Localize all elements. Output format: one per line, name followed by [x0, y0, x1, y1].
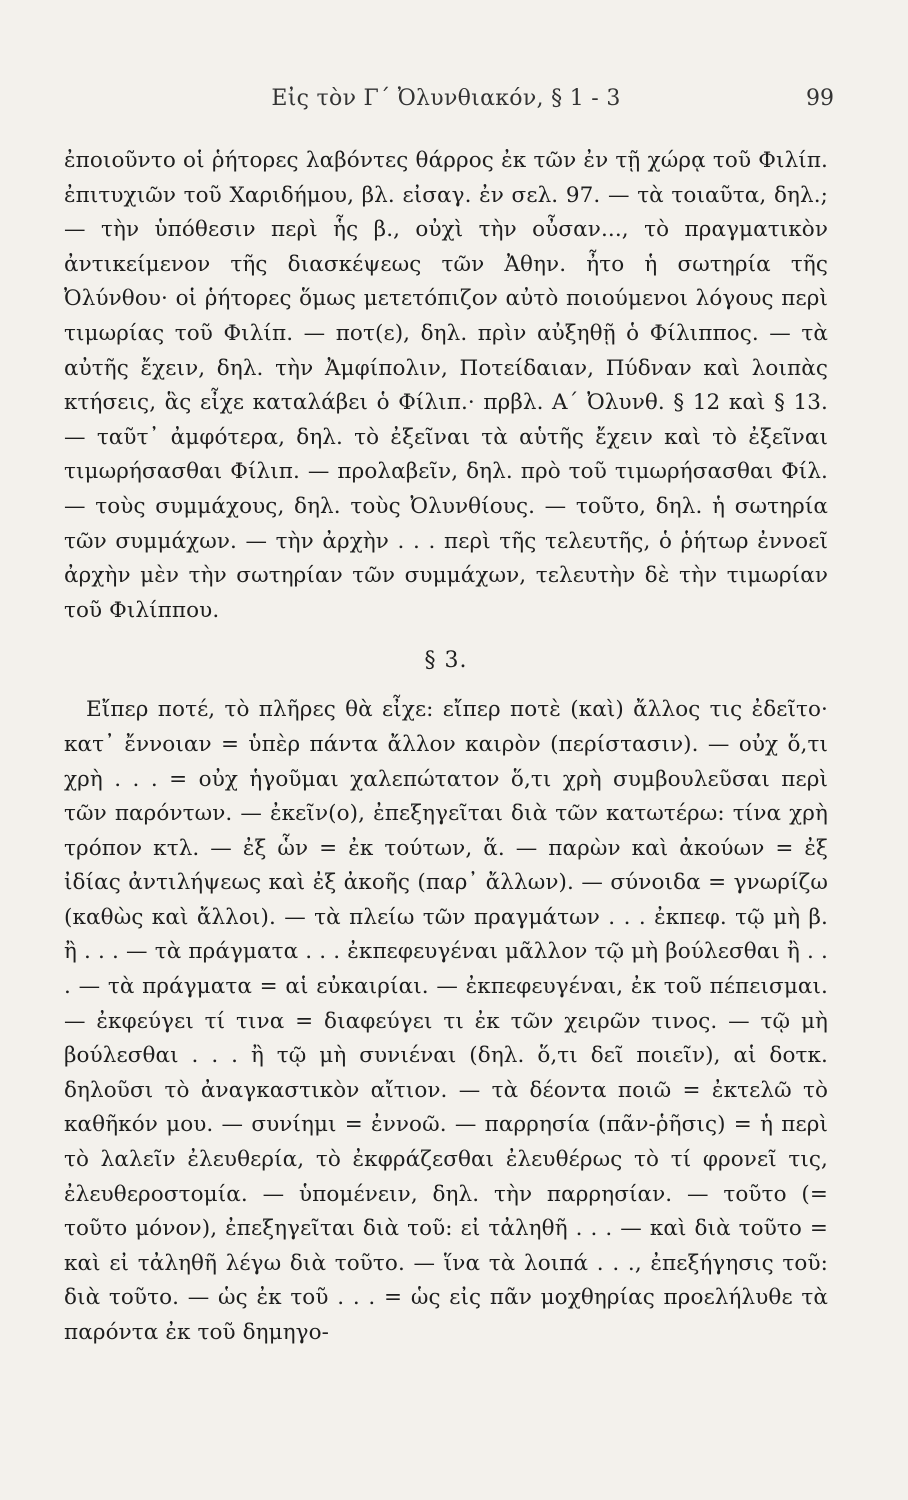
commentary-paragraph: ἐποιοῦντο οἱ ῥήτορες λαβόντες θάρρος ἐκ τῶν ἐν τῇ χώρᾳ τοῦ Φιλίπ. ἐπιτυχιῶν τοῦ Χαριδήμου, βλ. εἰσαγ. ἐν σελ. 97. — τὰ τοιαῦτα, δηλ.; — τὴν ὑπόθεσιν περὶ ἧς β., οὐχὶ τὴν οὖσαν..., τὸ πραγματικὸν ἀντικείμενον τῆς διασκέψεως τῶν Ἀθην. ἦτο ἡ σωτηρία τῆς Ὀλύνθου· οἱ ῥήτορες ὅμως μετετόπιζον αὐτὸ ποιούμενοι λόγους περὶ τιμωρίας τοῦ Φιλίπ. — ποτ(ε), δηλ. πρὶν αὐξηθῇ ὁ Φίλιππος. — τὰ αὐτῆς ἔχειν, δηλ. τὴν Ἀμφίπολιν, Ποτείδαιαν, Πύδναν καὶ λοιπὰς κτήσεις, ἃς εἶχε καταλάβει ὁ Φίλιπ.· πρβλ. Α΄ Ὀλυνθ. § 12 καὶ § 13. — ταῦτ᾽ ἀμφότερα, δηλ. τὸ ἐξεῖναι τὰ αὑτῆς ἔχειν καὶ τὸ ἐξεῖναι τιμωρήσασθαι Φίλιπ. — προλαβεῖν, δηλ. πρὸ τοῦ τιμωρήσασθαι Φίλ. — τοὺς συμμάχους, δηλ. τοὺς Ὀλυνθίους. — τοῦτο, δηλ. ἡ σωτηρία τῶν συμμάχων. — τὴν ἀρχὴν . . . περὶ τῆς τελευτῆς, ὁ ῥήτωρ ἐννοεῖ ἀρχὴν μὲν τὴν σωτηρίαν τῶν συμμάχων, τελευτὴν δὲ τὴν τιμωρίαν τοῦ Φιλίππου. — [64, 148, 828, 623]
section-heading: § 3. — [424, 648, 468, 674]
page-header — [64, 86, 834, 126]
section-3-commentary: Εἴπερ ποτέ, τὸ πλῆρες θὰ εἶχε: εἴπερ ποτὲ (καὶ) ἄλλος τις ἐδεῖτο· κατ᾽ ἔννοιαν = ὑπὲρ πάντα ἄλλον καιρὸν (περίστασιν). — οὐχ ὅ,τι χρὴ . . . = οὐχ ἡγοῦμαι χαλεπώτατον ὅ,τι χρὴ συμβουλεῦσαι περὶ τῶν παρόντων. — ἐκεῖν(ο), ἐπεξηγεῖται διὰ τῶν κατωτέρω: τίνα χρὴ τρόπον κτλ. — ἐξ ὧν = ἐκ τούτων, ἅ. — παρὼν καὶ ἀκούων = ἐξ ἰδίας ἀντιλήψεως καὶ ἐξ ἀκοῆς (παρ᾽ ἄλλων). — σύνοιδα = γνωρίζω (καθὼς καὶ ἄλλοι). — τὰ πλείω τῶν πραγμάτων . . . ἐκπεφ. τῷ μὴ β. ἢ . . . — τὰ πράγματα . . . ἐκπεφευγέναι μᾶλλον τῷ μὴ βούλεσθαι ἢ . . . — τὰ πράγματα = αἱ εὐκαιρίαι. — ἐκπεφευγέναι, ἐκ τοῦ πέπεισμαι. — ἐκφεύγει τί τινα = διαφεύγει τι ἐκ τῶν χειρῶν τινος. — τῷ μὴ βούλεσθαι . . . ἢ τῷ μὴ συνιέναι (δηλ. ὅ,τι δεῖ ποιεῖν), αἱ δοτκ. δηλοῦσι τὸ ἀναγκαστικὸν αἴτιον. — τὰ δέοντα ποιῶ = ἐκτελῶ τὸ καθῆκόν μου. — συνίημι = ἐννοῶ. — παρρησία (πᾶν-ῥῆσις) = ἡ περὶ τὸ λαλεῖν ἐλευθερία, τὸ ἐκφράζεσθαι ἐλευθέρως τὸ τί φρονεῖ τις, ἐλευθεροστομία. — ὑπομένειν, δηλ. τὴν παρρησίαν. — τοῦτο (= τοῦτο μόνον), ἐπεξηγεῖται διὰ τοῦ: εἰ τἀληθῆ . . . — καὶ διὰ τοῦτο = καὶ εἰ τἀληθῆ λέγω διὰ τοῦτο. — ἵνα τὰ λοιπά . . ., ἐπεξήγησις τοῦ: διὰ τοῦτο. — ὡς ἐκ τοῦ . . . = ὡς εἰς πᾶν μοχθηρίας προελήλυθε τὰ παρόντα ἐκ τοῦ δημηγο- — [64, 697, 828, 1345]
running-title: Εἰς τὸν Γ΄ Ὀλυνθιακόν, § 1 - 3 — [271, 86, 621, 111]
page-number: 99 — [806, 86, 834, 111]
